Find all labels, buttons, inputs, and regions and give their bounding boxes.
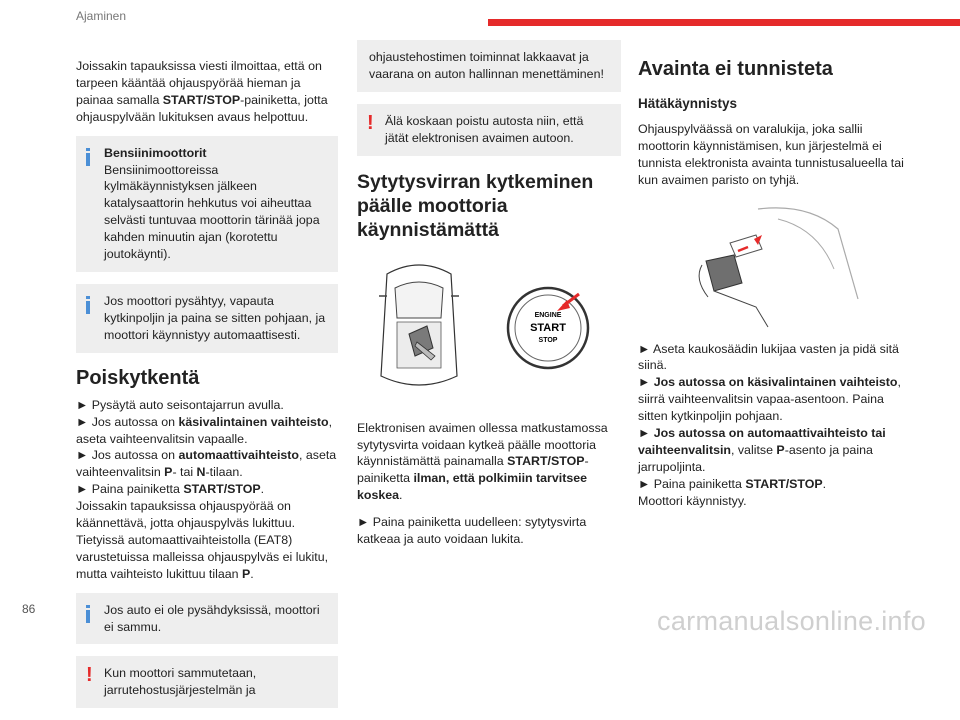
paragraph-ignition: Elektronisen avaimen ollessa matkustamossa sytytysvirta voidaan kytkeä päälle moottoria käynnistämättä painamalla START/STOP-painiketta ilman, että polkimiin tarvitsee koskea. [357, 420, 608, 503]
info-box-text: Jos moottori pysähtyy, vapauta kytkinpoljin ja paina se sitten pohjaan, ja moottori käynnistyy automaattisesti. [104, 293, 326, 342]
illustration-key-in-car [357, 256, 621, 406]
step-item: ► Jos autossa on käsivalintainen vaihteisto, siirrä vaihteenvalitsin vapaa-asentoon. Paina sitten kytkinpoljin pohjaan. [638, 375, 901, 424]
watermark: carmanualsonline.info [657, 606, 926, 636]
steps-list [638, 341, 904, 510]
header-accent-bar [488, 19, 960, 26]
info-box-not-stopped [76, 593, 338, 645]
button-label-start: START [530, 321, 566, 334]
warning-box-key [357, 104, 621, 156]
subheading-emergency-start: Hätäkäynnistys [638, 96, 738, 111]
info-box-stall [76, 284, 338, 353]
step-item: ► Paina painiketta START/STOP. [76, 482, 265, 497]
page-number: 86 [22, 602, 36, 616]
heading-switch-off: Poiskytkentä [76, 366, 200, 389]
column-1 [76, 58, 338, 720]
section-label: Ajaminen [76, 9, 127, 23]
intro-paragraph: Joissakin tapauksissa viesti ilmoittaa, että on tarpeen kääntää ohjauspyörää hieman ja painaa samalla START/STOP-painiketta, jotta ohjauspylvään lukituksen avaus helpottuu. [76, 59, 328, 124]
warning-box-text: ohjaustehostimen toiminnat lakkaavat ja vaarana on auton hallinnan menettäminen! [369, 50, 604, 81]
illustration-backup-reader [638, 199, 904, 329]
button-label-engine: ENGINE [534, 311, 562, 319]
step-item: ► Pysäytä auto seisontajarrun avulla. [76, 397, 284, 412]
warning-box-text: Älä koskaan poistu autosta niin, että jätät elektronisen avaimen autoon. [385, 113, 584, 145]
steps-list [76, 397, 338, 498]
info-box-petrol [76, 136, 338, 272]
info-box-text: Bensiinimoottoreissa kylmäkäynnistyksen jälkeen katalysaattorin hehkutus voi aiheuttaa selvästi tuntuvaa moottorin tärinää jopa kahden minuutin ajan (korotettu joutokäynti). [104, 162, 320, 262]
info-icon [86, 148, 92, 164]
paragraph-backup-reader: Ohjauspylväässä on varalukija, joka sallii moottorin käynnistämisen, kun järjestelmä ei tunnista elektronista avainta tunnistusalueella tai kun avaimen paristo on tyhjä. [638, 121, 904, 187]
final-line: Moottori käynnistyy. [638, 493, 747, 508]
step-item: ► Aseta kaukosäädin lukijaa vasten ja pidä sitä siinä. [638, 341, 899, 373]
warning-box-continued [357, 40, 621, 92]
info-box-text: Jos auto ei ole pysähdyksissä, moottori ei sammu. [104, 602, 320, 634]
heading-ignition-on: Sytytysvirran kytkeminen päälle moottoria käynnistämättä [357, 170, 594, 241]
paragraph-lock: Joissakin tapauksissa ohjauspyörää on käännettävä, jotta ohjauspylväs lukittuu. Tietyissä automaattivaihteistolla (EAT8) varustetuissa malleissa ohjauspylväs ei lukitu, mutta vaihteisto lukittuu tilaan P. [76, 499, 329, 581]
steering-column-illustration [638, 199, 904, 329]
step-item: ► Jos autossa on automaattivaihteisto, aseta vaihteenvalitsin P- tai N-tilaan. [76, 448, 337, 480]
info-icon [86, 296, 92, 312]
car-key-illustration [357, 256, 621, 406]
paragraph-press-again: ► Paina painiketta uudelleen: sytytysvirta katkeaa ja auto voidaan lukita. [357, 515, 587, 547]
column-2 [357, 40, 621, 558]
step-item: ► Jos autossa on automaattivaihteisto tai vaihteenvalitsin, valitse P-asento ja paina jarrupoljinta. [638, 426, 886, 474]
heading-key-not-detected: Avainta ei tunnisteta [638, 58, 833, 80]
info-box-title: Bensiinimoottorit [104, 145, 207, 160]
step-item: ► Jos autossa on käsivalintainen vaihteisto, aseta vaihteenvalitsin vapaalle. [76, 414, 333, 446]
warning-box-text: Kun moottori sammutetaan, jarrutehostusjärjestelmän ja [104, 666, 257, 698]
button-label-stop: STOP [538, 336, 558, 344]
warning-icon: ! [86, 664, 93, 687]
column-3 [638, 50, 904, 510]
info-icon [86, 605, 92, 621]
step-item: ► Paina painiketta START/STOP. [638, 476, 827, 491]
warning-box-engine-off [76, 656, 338, 708]
warning-icon: ! [367, 111, 374, 134]
